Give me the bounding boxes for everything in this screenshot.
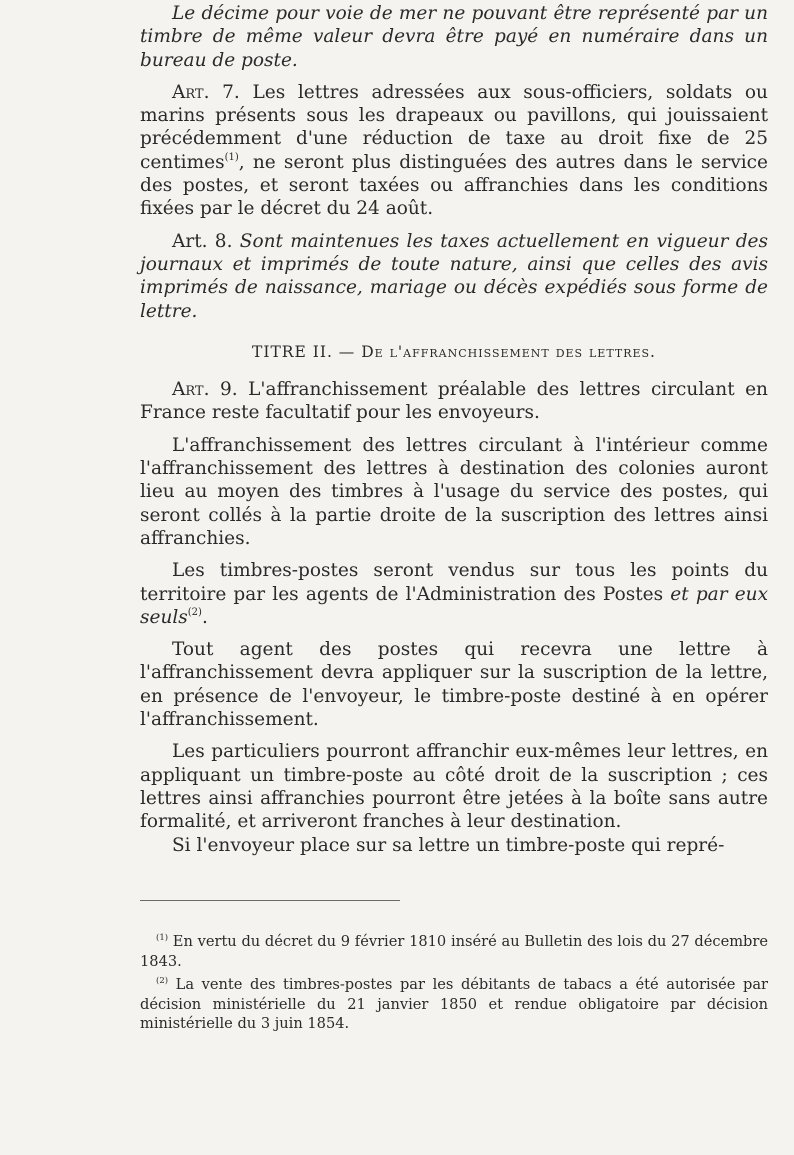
footnote-ref-1: (1) bbox=[224, 151, 239, 163]
footnotes bbox=[140, 932, 768, 1034]
footnote-divider bbox=[140, 900, 400, 901]
footnote-2-marker: (2) bbox=[156, 976, 169, 986]
paragraph-vente bbox=[140, 559, 768, 629]
section-heading-label: TITRE II. — bbox=[251, 342, 356, 361]
paragraph-particuliers: Les particuliers pourront affranchir eux-mêmes leur lettres, en appliquant un timbre-poste au côté droit de la suscription ; ces lettres ainsi affranchies pourront être jetées à la boîte sans autre formalité, et arriveront franches à leur destination. bbox=[140, 741, 768, 833]
main-text bbox=[140, 0, 768, 857]
footnote-1 bbox=[140, 932, 768, 971]
article-9-text: L'affranchissement préalable des lettres circulant en France reste facultatif pour les envoyeurs. bbox=[140, 379, 768, 424]
paragraph-vente-end: . bbox=[201, 606, 208, 628]
paragraph-timbres: L'affranchissement des lettres circulant à l'intérieur comme l'affranchissement des lettres à destination des colonies auront lieu au moyen des timbres à l'usage du service des postes, qui seront collés à la partie droite de la suscription des lettres ainsi affranchies. bbox=[140, 434, 768, 549]
article-8 bbox=[140, 230, 768, 323]
paragraph-envoyeur: Si l'envoyeur place sur sa lettre un timbre-poste qui repré- bbox=[172, 834, 725, 856]
paragraph-vente-text: Les timbres-postes seront vendus sur tous les points du territoire par les agents de l'Administration des Postes bbox=[140, 560, 768, 605]
article-7 bbox=[140, 81, 768, 221]
paragraph-vente-italic: et par eux seuls bbox=[140, 583, 769, 628]
footnote-2-text: La vente des timbres-postes par les débitants de tabacs a été autorisée par décision ministérielle du 21 janvier 1850 et rendue obligatoire par décision ministérielle du 3 juin 1854. bbox=[140, 976, 769, 1032]
paragraph-agent: Tout agent des postes qui recevra une lettre à l'affranchissement devra appliquer sur la suscription de la lettre, en présence de l'envoyeur, le timbre-poste destiné à en opérer l'affranchissement. bbox=[140, 639, 768, 731]
article-7-label: Art. 7. bbox=[172, 81, 240, 103]
footnote-2 bbox=[140, 975, 768, 1034]
article-8-text: Sont maintenues les taxes actuellement en vigueur des journaux et imprimés de toute nature, ainsi que celles des avis imprimés de naissance, mariage ou décès expédiés sous forme de lettre. bbox=[140, 230, 768, 322]
footnote-1-text: En vertu du décret du 9 février 1810 inséré au Bulletin des lois du 27 décembre 1843. bbox=[140, 933, 769, 970]
article-9 bbox=[140, 378, 768, 425]
article-7-text: Les lettres adressées aux sous-officiers, soldats ou marins présents sous les drapeaux ou pavillons, qui jouissaient précédemment d'une réduction de taxe au droit fixe de 25 centimes bbox=[140, 81, 768, 173]
section-heading-text: De l'affranchissement des lettres. bbox=[361, 342, 656, 361]
section-heading bbox=[140, 341, 768, 364]
footnote-1-marker: (1) bbox=[156, 933, 169, 943]
footnote-ref-2: (2) bbox=[187, 606, 202, 618]
article-7-text-end: , ne seront plus distinguées des autres dans le service des postes, et seront taxées ou affranchies dans les conditions fixées par le décret du 24 août. bbox=[140, 151, 768, 220]
intro-paragraph: Le décime pour voie de mer ne pouvant être représenté par un timbre de même valeur devra être payé en numéraire dans un bureau de poste. bbox=[140, 3, 768, 71]
article-9-label: Art. 9. bbox=[172, 379, 238, 401]
article-8-label: Art. 8. bbox=[172, 230, 233, 252]
